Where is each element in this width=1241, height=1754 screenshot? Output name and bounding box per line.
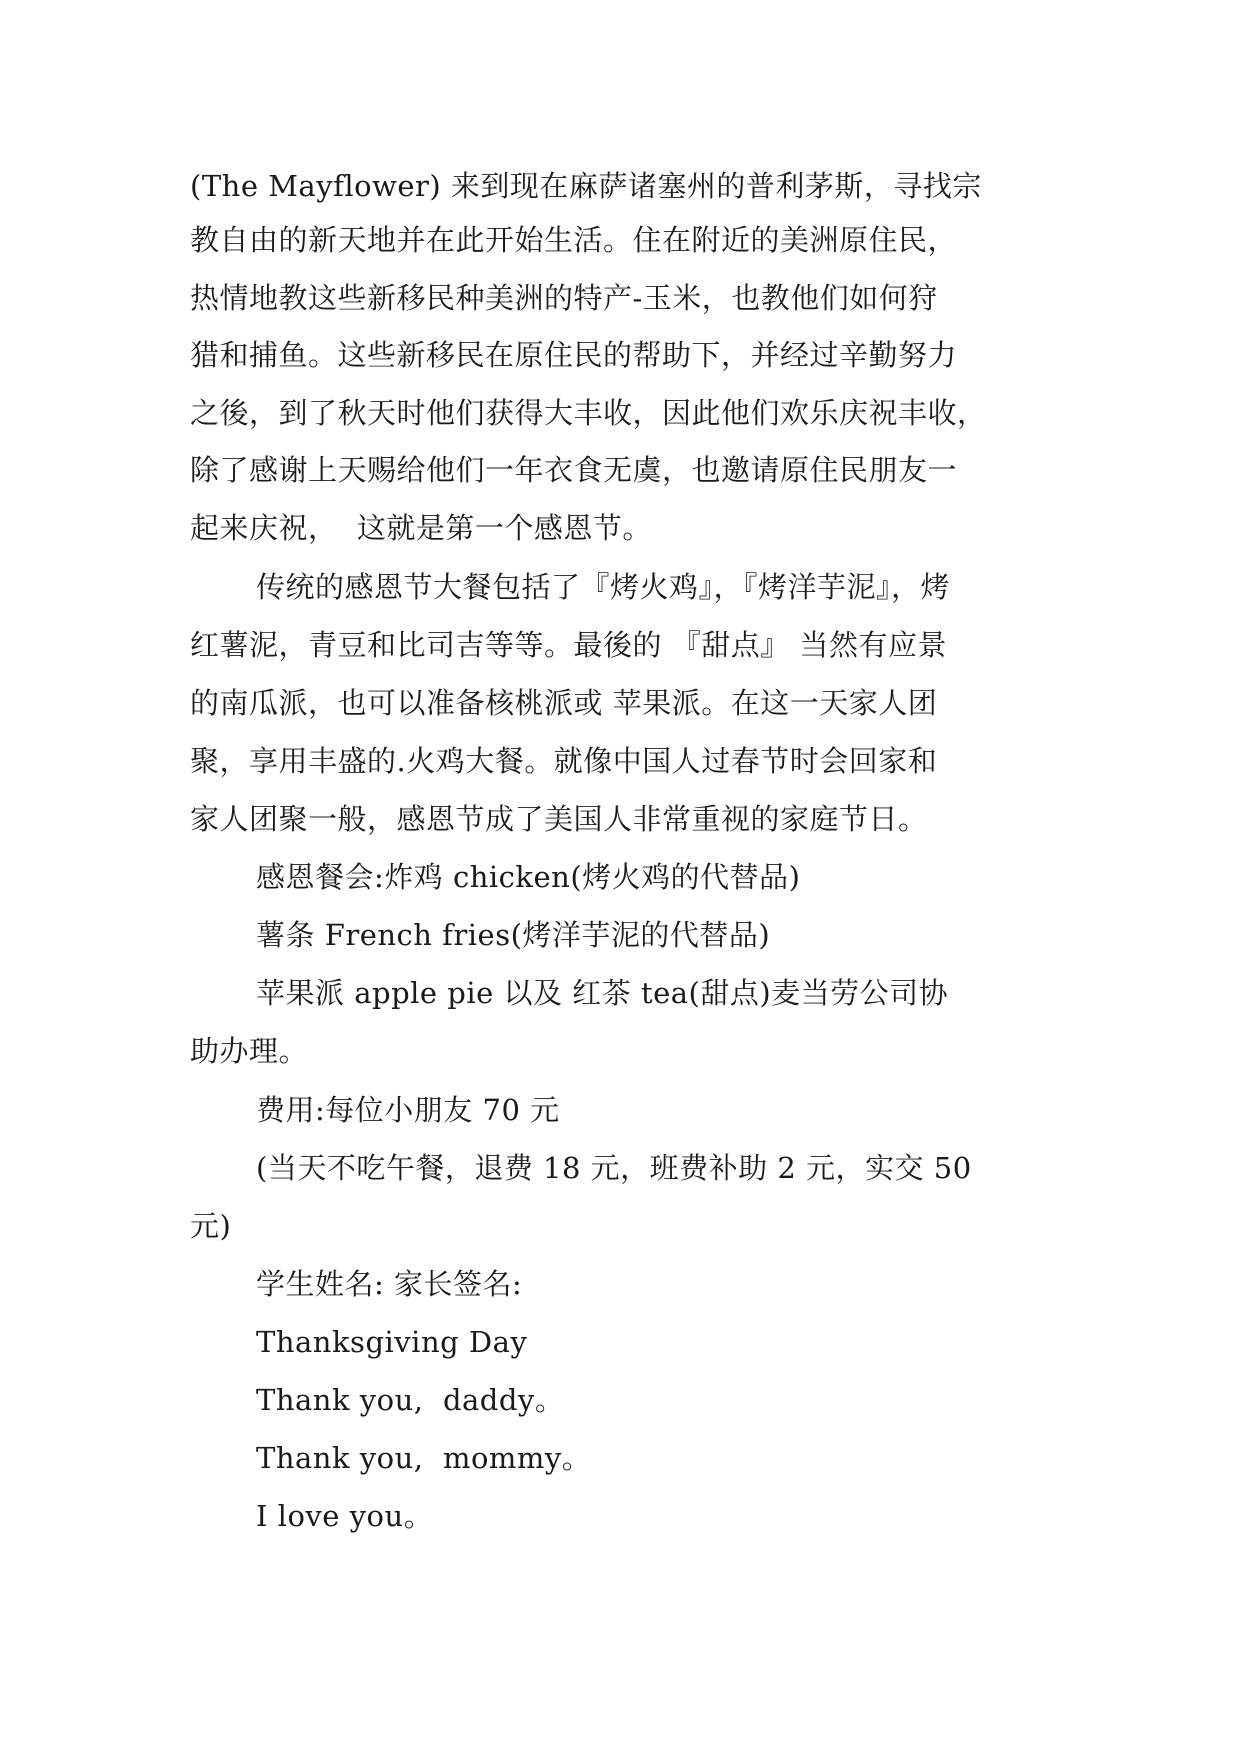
paragraph-line: 教自由的新天地并在此开始生活。住在附近的美洲原住民， bbox=[190, 223, 958, 257]
fee-note-line-cont: 元) bbox=[190, 1209, 232, 1243]
menu-line-chicken: 感恩餐会:炸鸡 chicken(烤火鸡的代替品) bbox=[256, 860, 801, 894]
menu-line-dessert-cont: 助办理。 bbox=[190, 1034, 309, 1068]
paragraph-line: 之後，到了秋天时他们获得大丰收，因此他们欢乐庆祝丰收， bbox=[190, 396, 987, 430]
paragraph-line: 除了感谢上天赐给他们一年衣食无虞，也邀请原住民朋友一 bbox=[190, 453, 958, 487]
paragraph-line: 聚，享用丰盛的.火鸡大餐。就像中国人过春节时会回家和 bbox=[190, 744, 938, 778]
paragraph-line: 热情地教这些新移民种美洲的特产-玉米，也教他们如何狩 bbox=[190, 281, 938, 315]
paragraph-line: 家人团聚一般，感恩节成了美国人非常重视的家庭节日。 bbox=[190, 802, 928, 836]
english-line-daddy: Thank you, daddy。 bbox=[256, 1383, 565, 1417]
menu-line-fries: 薯条 French fries(烤洋芋泥的代替品) bbox=[256, 918, 771, 952]
english-line-mommy: Thank you, mommy。 bbox=[256, 1441, 592, 1475]
fee-note-line: (当天不吃午餐，退费 18 元，班费补助 2 元，实交 50 bbox=[256, 1151, 972, 1185]
fee-line: 费用:每位小朋友 70 元 bbox=[256, 1093, 560, 1127]
menu-line-dessert: 苹果派 apple pie 以及 红茶 tea(甜点)麦当劳公司协 bbox=[256, 976, 949, 1010]
paragraph-line: 红薯泥，青豆和比司吉等等。最後的 『甜点』 当然有应景 bbox=[190, 628, 947, 662]
paragraph-line: 猎和捕鱼。这些新移民在原住民的帮助下，并经过辛勤努力 bbox=[190, 338, 958, 372]
signature-line: 学生姓名: 家长签名: bbox=[256, 1267, 523, 1301]
paragraph-line: 的南瓜派，也可以准备核桃派或 苹果派。在这一天家人团 bbox=[190, 686, 938, 720]
paragraph-line: 起来庆祝， 这就是第一个感恩节。 bbox=[190, 511, 652, 545]
paragraph-line: 传统的感恩节大餐包括了『烤火鸡』，『烤洋芋泥』，烤 bbox=[256, 570, 951, 604]
english-title-line: Thanksgiving Day bbox=[256, 1325, 528, 1359]
paragraph-line: (The Mayflower) 来到现在麻萨诸塞州的普利茅斯，寻找宗 bbox=[190, 169, 982, 203]
english-line-love: I love you。 bbox=[256, 1499, 434, 1533]
